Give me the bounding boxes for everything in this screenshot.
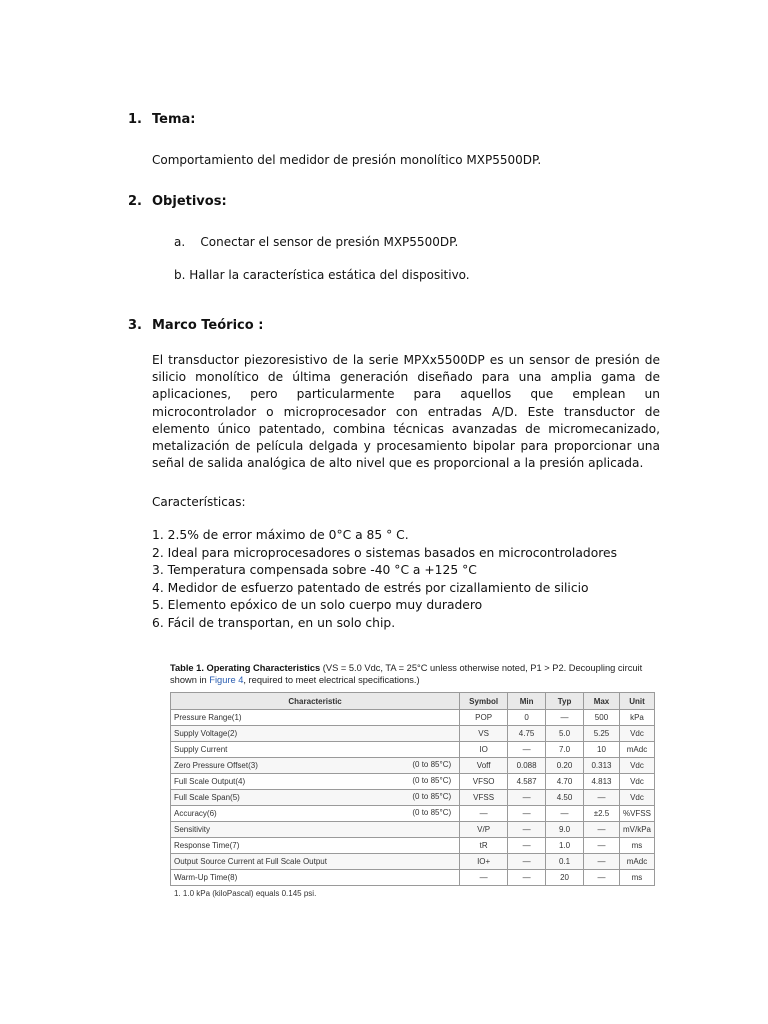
table-header-row	[171, 693, 655, 710]
cell-unit: Vdc	[619, 726, 654, 742]
table-row	[171, 758, 655, 774]
feature-item: 4. Medidor de esfuerzo patentado de estrés por cizallamiento de silicio	[152, 580, 589, 595]
cell-typ: 0.20	[546, 758, 584, 774]
cell-typ: 20	[546, 870, 584, 886]
cell-max: —	[584, 822, 620, 838]
section-3-heading	[128, 318, 263, 333]
header-characteristic: Characteristic	[171, 693, 460, 710]
section-3-number: 3.	[128, 318, 142, 333]
cell-characteristic: Output Source Current at Full Scale Output	[171, 854, 460, 870]
cell-characteristic: Full Scale Output(4) (0 to 85°C)	[171, 774, 460, 790]
table-row	[171, 806, 655, 822]
section-1-text: Comportamiento del medidor de presión monolítico MXP5500DP.	[152, 153, 542, 167]
features-title: Características:	[152, 495, 246, 509]
table-footnote: 1. 1.0 kPa (kiloPascal) equals 0.145 psi.	[174, 889, 317, 898]
cell-symbol: tR	[460, 838, 508, 854]
cell-unit: %VFSS	[619, 806, 654, 822]
section-2-number: 2.	[128, 194, 142, 209]
table-row	[171, 726, 655, 742]
cell-unit: kPa	[619, 710, 654, 726]
header-max: Max	[584, 693, 620, 710]
cell-characteristic: Accuracy(6) (0 to 85°C)	[171, 806, 460, 822]
cell-symbol: POP	[460, 710, 508, 726]
cell-characteristic: Pressure Range(1)	[171, 710, 460, 726]
objective-item-b: b. Hallar la característica estática del dispositivo.	[174, 268, 470, 282]
cell-symbol: IO+	[460, 854, 508, 870]
table-caption-link: Figure 4	[209, 675, 244, 685]
feature-item: 3. Temperatura compensada sobre -40 °C a +125 °C	[152, 563, 477, 578]
cell-characteristic: Supply Current	[171, 742, 460, 758]
cell-max: 5.25	[584, 726, 620, 742]
feature-item: 6. Fácil de transportan, en un solo chip.	[152, 615, 396, 630]
cell-min: —	[508, 854, 546, 870]
cell-min: 0	[508, 710, 546, 726]
cell-typ: 5.0	[546, 726, 584, 742]
header-symbol: Symbol	[460, 693, 508, 710]
table-caption-end: , required to meet electrical specifications.)	[243, 675, 420, 685]
cell-symbol: VS	[460, 726, 508, 742]
table-row	[171, 710, 655, 726]
cell-min: —	[508, 822, 546, 838]
cell-symbol: —	[460, 806, 508, 822]
cell-max: —	[584, 790, 620, 806]
cell-typ: 7.0	[546, 742, 584, 758]
cell-min: —	[508, 806, 546, 822]
theory-paragraph: El transductor piezoresistivo de la serie MPXx5500DP es un sensor de presión de silicio monolítico de última generación diseñado para una amplia gama de aplicaciones, pero particularmente para aquellos que emplean un microcontrolador o microprocesador con entradas A/D. Este transductor de elemento único patentado, combina técnicas avanzadas de micromecanizado, metalización de película delgada y procesamiento bipolar para proporcionar una señal de salida analógica de alto nivel que es proporcional a la presión aplicada.	[152, 353, 660, 471]
operating-characteristics-figure	[170, 662, 655, 898]
cell-symbol: VFSO	[460, 774, 508, 790]
section-2-title: Objetivos:	[152, 194, 227, 209]
table-caption	[170, 662, 655, 686]
cell-unit: ms	[619, 838, 654, 854]
cell-max: 10	[584, 742, 620, 758]
cell-symbol: —	[460, 870, 508, 886]
cell-min: —	[508, 870, 546, 886]
cell-max: ±2.5	[584, 806, 620, 822]
cell-unit: mV/kPa	[619, 822, 654, 838]
table-row	[171, 870, 655, 886]
cell-characteristic: Full Scale Span(5) (0 to 85°C)	[171, 790, 460, 806]
cell-unit: mAdc	[619, 742, 654, 758]
section-1-title: Tema:	[152, 112, 196, 127]
cell-min: 0.088	[508, 758, 546, 774]
cell-characteristic: Zero Pressure Offset(3) (0 to 85°C)	[171, 758, 460, 774]
cell-typ: 4.50	[546, 790, 584, 806]
cell-unit: mAdc	[619, 854, 654, 870]
section-2-heading	[128, 194, 227, 209]
cell-max: —	[584, 870, 620, 886]
cell-characteristic: Sensitivity	[171, 822, 460, 838]
cell-typ: 1.0	[546, 838, 584, 854]
section-1-heading	[128, 112, 195, 127]
table-caption-title: Table 1. Operating Characteristics	[170, 663, 321, 673]
cell-min: —	[508, 790, 546, 806]
cell-max: —	[584, 838, 620, 854]
header-typ: Typ	[546, 693, 584, 710]
cell-symbol: IO	[460, 742, 508, 758]
feature-item: 5. Elemento epóxico de un solo cuerpo muy duradero	[152, 598, 483, 613]
cell-max: 0.313	[584, 758, 620, 774]
table-row	[171, 774, 655, 790]
cell-min: —	[508, 742, 546, 758]
section-3-title: Marco Teórico :	[152, 318, 264, 333]
table-row	[171, 854, 655, 870]
feature-item: 1. 2.5% de error máximo de 0°C a 85 ° C.	[152, 528, 409, 542]
cell-characteristic: Warm-Up Time(8)	[171, 870, 460, 886]
cell-characteristic: Supply Voltage(2)	[171, 726, 460, 742]
cell-unit: Vdc	[619, 758, 654, 774]
cell-min: 4.587	[508, 774, 546, 790]
header-unit: Unit	[619, 693, 654, 710]
section-1-number: 1.	[128, 112, 142, 127]
table-caption-text: (VS = 5.0 Vdc, TA = 25°C unless otherwise noted, P1 > P2. Decoupling circuit shown in	[170, 663, 643, 685]
header-min: Min	[508, 693, 546, 710]
cell-min: 4.75	[508, 726, 546, 742]
cell-symbol: Voff	[460, 758, 508, 774]
cell-unit: Vdc	[619, 790, 654, 806]
objective-item-a: a. Conectar el sensor de presión MXP5500DP.	[174, 235, 459, 249]
features-list	[152, 527, 617, 633]
table-row	[171, 822, 655, 838]
cell-min: —	[508, 838, 546, 854]
cell-symbol: V/P	[460, 822, 508, 838]
feature-item: 2. Ideal para microprocesadores o sistemas basados en microcontroladores	[152, 545, 617, 560]
cell-characteristic: Response Time(7)	[171, 838, 460, 854]
cell-typ: 9.0	[546, 822, 584, 838]
cell-max: —	[584, 854, 620, 870]
cell-symbol: VFSS	[460, 790, 508, 806]
cell-typ: 0.1	[546, 854, 584, 870]
cell-typ: —	[546, 710, 584, 726]
table-row	[171, 838, 655, 854]
cell-typ: —	[546, 806, 584, 822]
cell-unit: ms	[619, 870, 654, 886]
table-row	[171, 742, 655, 758]
cell-typ: 4.70	[546, 774, 584, 790]
operating-characteristics-table	[170, 692, 655, 886]
cell-max: 500	[584, 710, 620, 726]
cell-max: 4.813	[584, 774, 620, 790]
cell-unit: Vdc	[619, 774, 654, 790]
table-row	[171, 790, 655, 806]
